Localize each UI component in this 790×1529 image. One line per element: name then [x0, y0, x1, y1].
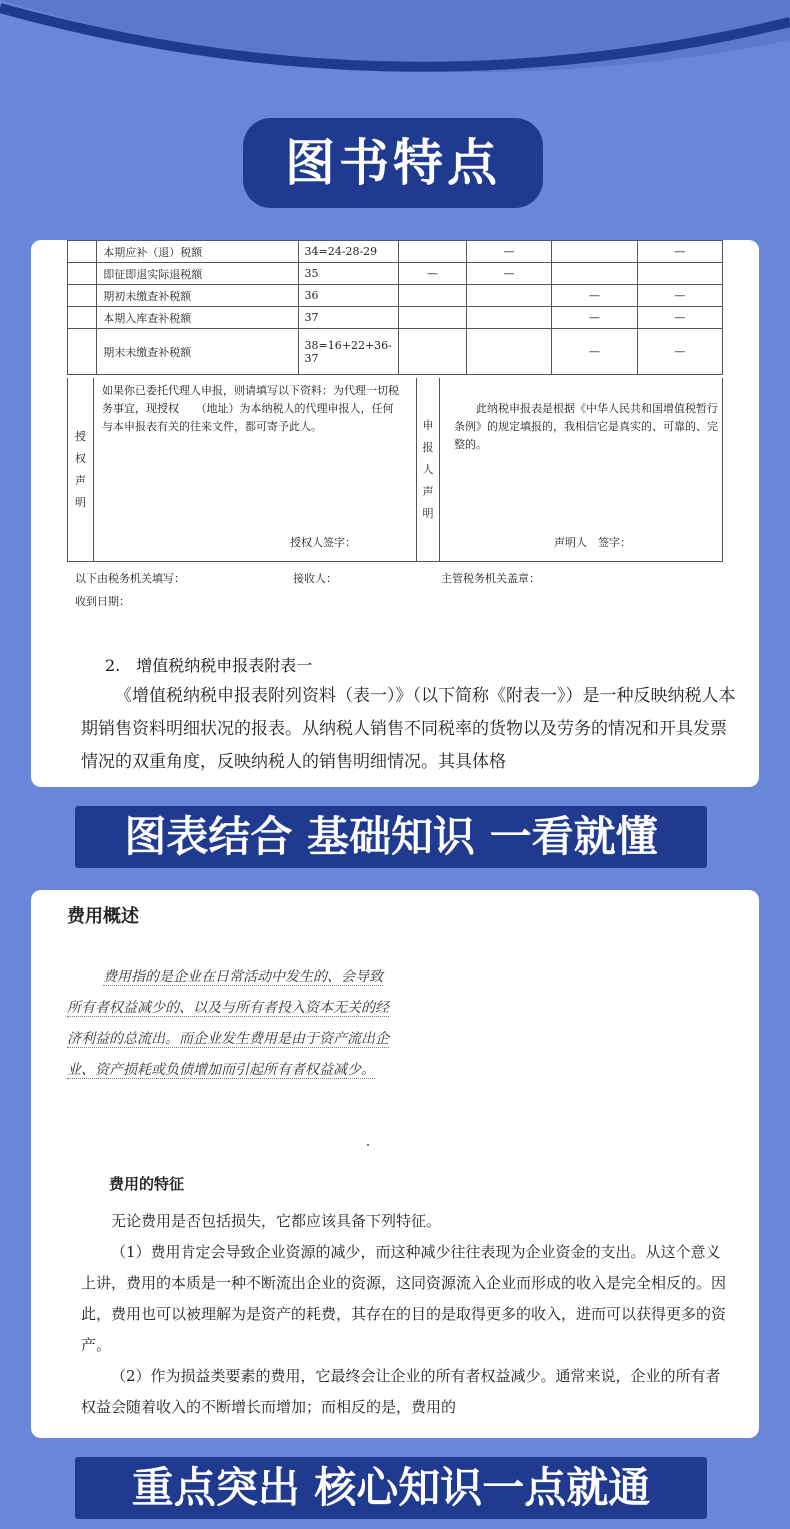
- received-date: 收到日期：: [75, 595, 130, 608]
- row-col5: [552, 241, 637, 263]
- row-col6: [637, 263, 722, 285]
- body-paragraph: 《增值税纳税申报表附列资料（表一）》（以下简称《附表一》）是一种反映纳税人本期销售资料明细状况的报表。从纳税人销售不同税率的货物以及劳务的情况和开具发票情况的双重角度，反映纳税人的销售明细情况。其具体格: [81, 686, 736, 772]
- decl-label-char: 申: [422, 418, 434, 432]
- auth-label-char: 权: [75, 451, 86, 465]
- book-sample-page-1: [31, 240, 759, 787]
- body-paragraph: 无论费用是否包括损失，它都应该具备下列特征。: [111, 1212, 442, 1230]
- row-col4: [466, 285, 551, 307]
- row-col4: [466, 329, 551, 375]
- stamp: 主管税务机关盖章：: [441, 572, 540, 585]
- row-code: 37: [298, 307, 398, 329]
- row-blank: [68, 241, 97, 263]
- row-col3: —: [398, 263, 466, 285]
- row-item: 期初未缴查补税额: [97, 285, 298, 307]
- feature-banner-2: 重点突出 核心知识一点就通: [75, 1457, 707, 1519]
- book-sample-page-2: [31, 890, 759, 1438]
- row-code: 38=16+22+36-37: [298, 329, 398, 375]
- body-paragraph: （2）作为损益类要素的费用，它最终会让企业的所有者权益减少。通常来说，企业的所有者权益会随着收入的不断增长而增加；而相反的是，费用的: [81, 1367, 721, 1416]
- body-paragraph: （1）费用肯定会导致企业资源的减少，而这种减少往往表现为企业资金的支出。从这个意义上讲，费用的本质是一种不断流出企业的资源，这同资源流入企业而形成的收入是完全相反的。因此，费用也可以被理解为是资产的耗费，其存在的目的是取得更多的收入，进而可以获得更多的资产。: [81, 1243, 727, 1354]
- row-col4: [466, 307, 551, 329]
- row-col4: —: [466, 263, 551, 285]
- row-code: 35: [298, 263, 398, 285]
- handwritten-definition: [67, 962, 487, 1086]
- top-arc-decoration: [0, 0, 790, 90]
- handwritten-line: 所有者权益减少的、以及与所有者投入资本无关的经: [67, 1000, 389, 1016]
- body-text: [81, 1206, 731, 1423]
- row-col5: —: [552, 307, 637, 329]
- decl-text: 此纳税申报表是根据《中华人民共和国增值税暂行条例》的规定填报的，我相信它是真实的、可靠的、完整的。: [454, 402, 718, 451]
- form-row: [68, 329, 723, 375]
- auth-text: 如果你已委托代理人申报，则请填写以下资料：为代理一切税务事宜，现授权 （地址）为本纳税人的代理申报人，任何与本申报表有关的往来文件，都可寄予此人。: [102, 384, 399, 433]
- auth-label: [68, 378, 94, 561]
- decl-label-char: 声: [422, 484, 434, 498]
- row-item: 期末未缴查补税额: [97, 329, 298, 375]
- form-row: [68, 285, 723, 307]
- row-blank: [68, 329, 97, 375]
- row-col6: —: [637, 329, 722, 375]
- auth-sign: 授权人签字：: [290, 536, 356, 549]
- handwritten-line: 业、资产损耗或负债增加而引起所有者权益减少。: [67, 1062, 375, 1078]
- auth-label-char: 声: [75, 473, 86, 487]
- handwritten-line: 济利益的总流出。而企业发生费用是由于资产流出企: [67, 1031, 389, 1047]
- decl-label-char: 报: [422, 440, 434, 454]
- receiver: 接收人：: [293, 572, 337, 585]
- subheading: 费用的特征: [109, 1175, 185, 1193]
- decl-label-char: 明: [422, 506, 434, 520]
- row-col3: [398, 329, 466, 375]
- row-item: 本期入库查补税额: [97, 307, 298, 329]
- row-col6: —: [637, 241, 722, 263]
- decl-label: [416, 378, 440, 561]
- page-dot: [367, 1144, 369, 1146]
- page-title: 图书特点: [243, 118, 543, 208]
- auth-label-char: 授: [75, 429, 86, 443]
- row-col4: —: [466, 241, 551, 263]
- row-col5: [552, 263, 637, 285]
- section-heading: 2. 增值税纳税申报表附表一: [105, 656, 313, 675]
- row-blank: [68, 307, 97, 329]
- feature-banner-1: 图表结合 基础知识 一看就懂: [75, 806, 707, 868]
- form-row: [68, 307, 723, 329]
- row-item: 即征即退实际退税额: [97, 263, 298, 285]
- form-row: [68, 241, 723, 263]
- row-col3: [398, 241, 466, 263]
- row-col3: [398, 285, 466, 307]
- row-blank: [68, 263, 97, 285]
- decl-label-char: 人: [422, 462, 434, 476]
- form-row: [68, 263, 723, 285]
- row-code: 36: [298, 285, 398, 307]
- tax-form-table: [67, 240, 723, 375]
- decl-sign: 声明人 签字：: [554, 536, 631, 549]
- row-col5: —: [552, 329, 637, 375]
- row-col3: [398, 307, 466, 329]
- section-title: 费用概述: [67, 906, 139, 927]
- row-code: 34=24-28-29: [298, 241, 398, 263]
- handwritten-line: 费用指的是企业在日常活动中发生的、会导致: [103, 969, 383, 985]
- row-col5: —: [552, 285, 637, 307]
- tax-office-line: 以下由税务机关填写：: [75, 572, 185, 585]
- row-blank: [68, 285, 97, 307]
- auth-label-char: 明: [75, 495, 86, 509]
- row-item: 本期应补（退）税额: [97, 241, 298, 263]
- row-col6: —: [637, 285, 722, 307]
- declaration-section: [67, 378, 723, 562]
- row-col6: —: [637, 307, 722, 329]
